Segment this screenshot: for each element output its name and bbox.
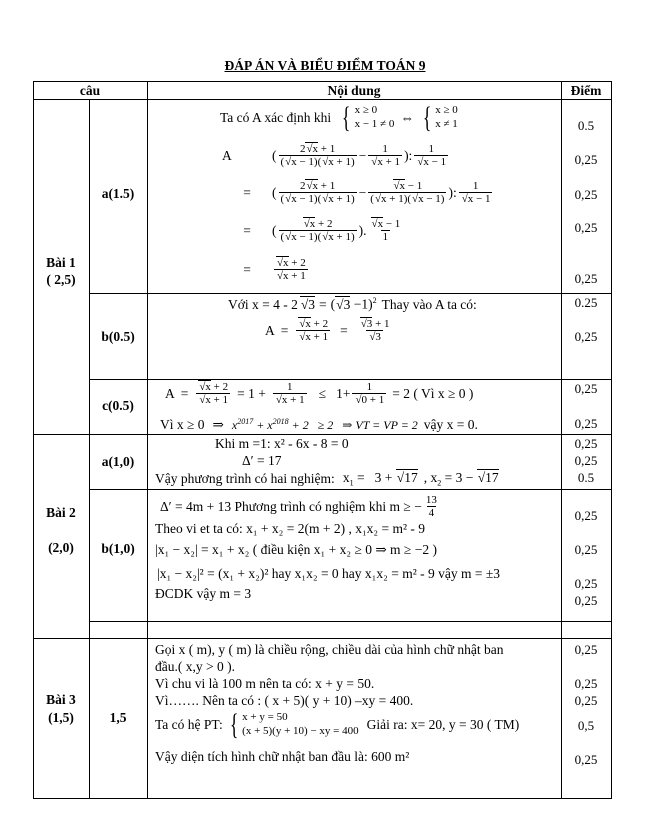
bai2a-point-2: 0,25: [574, 453, 598, 468]
bai3-line4: Vì……. Nên ta có : ( x + 5)( y + 10) –xy = 400.: [155, 693, 414, 708]
bai2a-line1: Khi m =1: x² - 6x - 8 = 0: [215, 436, 349, 451]
bai1c-line1: A = $\frac{√x + 2}{√x + 1}$ = 1 + $\frac{1}{√x + 1}$ ≤ 1+ $\frac{1}{√0 + 1}$ = 2 ( Vì x ≥ 0 ): [165, 381, 474, 407]
bai1-label: Bài 1: [46, 255, 76, 270]
bai1a-result: = $\frac{√x + 2}{√x + 1}$: [243, 257, 306, 283]
bai3-line2: đầu.( x,y > 0 ).: [155, 659, 235, 674]
header-cau: câu: [79, 83, 101, 98]
bai2a-line3: Vậy phương trình có hai nghiệm: $x_1 = 3 + √17$ , $x_2 = 3 - √17$: [155, 470, 499, 488]
bai2b-line1: Δ′ = 4m + 13 Phương trình có nghiệm khi m ≥ − $\frac{13}{4}$: [160, 494, 437, 520]
bai3-sub-score: 1,5: [109, 710, 127, 725]
bai1a-point-3: 0,25: [574, 187, 598, 202]
bai3-point-4: 0,5: [577, 718, 595, 733]
bai2b-line4: |x₁ − x₂|² = (x₁ + x₂)² hay x₁x₂ = 0 hay x₁x₂ = m² - 9 vậy m = ±3: [157, 566, 501, 581]
bai3-line5: Ta có hệ PT: { x + y = 50 (x + 5)(y + 10) − xy = 400 Giải ra: x= 20, y = 30 ( TM): [155, 708, 520, 741]
bai1a-point-5: 0,25: [574, 271, 598, 286]
bai1-score: ( 2,5): [46, 272, 76, 287]
bai1c-label: c(0.5): [102, 398, 134, 413]
bai1a-point-1: 0.5: [577, 118, 595, 133]
bai3-point-3: 0,25: [574, 693, 598, 708]
bai1a-step1: A ( $\frac{2√x + 1}{(√x - 1)(√x + 1)}$ − $\frac{1}{√x + 1}$ ): $\frac{1}{√x - 1}$: [222, 143, 447, 169]
bai3-line1: Gọi x ( m), y ( m) là chiều rộng, chiều dài của hình chữ nhật ban: [155, 642, 504, 657]
bai1a-label: a(1.5): [101, 186, 135, 201]
bai1c-point-1: 0,25: [574, 381, 598, 396]
bai2b-line5: ĐCDK vậy m = 3: [155, 586, 252, 601]
bai2-score: (2,0): [48, 540, 74, 555]
bai2a-point-3: 0.5: [577, 470, 595, 485]
bai2b-label: b(1,0): [101, 541, 135, 556]
bai1a-domain-line: Ta có A xác định khi { x ≥ 0 x − 1 ≠ 0 ⇔ { x ≥ 0 x ≠ 1: [220, 101, 458, 134]
page-title: ĐÁP ÁN VÀ BIỂU ĐIỂM TOÁN 9: [224, 58, 426, 73]
header-diem: Điểm: [570, 83, 602, 98]
bai3-line6: Vậy diện tích hình chữ nhật ban đầu là: 600 m²: [155, 749, 410, 764]
bai2b-line3: |x₁ − x₂| = x₁ + x₂ ( điều kiện x₁ + x₂ ≥ 0 ⇒ m ≥ −2 ): [155, 542, 437, 557]
header-noi-dung: Nội dung: [327, 83, 381, 98]
bai3-point-2: 0,25: [574, 676, 598, 691]
bai1b-point-1: 0.25: [574, 295, 598, 310]
bai3-point-1: 0,25: [574, 642, 598, 657]
bai1b-label: b(0.5): [101, 329, 135, 344]
bai2b-line2: Theo vi et ta có: x₁ + x₂ = 2(m + 2) , x₁x₂ = m² - 9: [155, 521, 426, 536]
bai2a-line2: Δ′ = 17: [242, 453, 282, 468]
bai1a-step2: = ( $\frac{2√x + 1}{(√x - 1)(√x + 1)}$ − $\frac{√x - 1}{(√x + 1)(√x - 1)}$ ): $\frac{1}{√x - 1}$: [243, 180, 491, 206]
bai3-point-5: 0,25: [574, 752, 598, 767]
bai1b-point-2: 0,25: [574, 329, 598, 344]
bai2b-point-4: 0,25: [574, 593, 598, 608]
bai2b-point-3: 0,25: [574, 576, 598, 591]
bai2b-point-1: 0,25: [574, 508, 598, 523]
bai2a-label: a(1,0): [101, 454, 135, 469]
bai1c-line2: Vì x ≥ 0 ⇒ $x^{2017} + x^{2018} + 2 \ge 2$ ⇒ VT = VP = 2 vậy x = 0.: [160, 417, 478, 433]
bai2a-point-1: 0,25: [574, 436, 598, 451]
bai1b-line2: A = $\frac{√x + 2}{√x + 1}$ = $\frac{√3 + 1}{√3}$: [265, 318, 390, 344]
bai2b-point-2: 0,25: [574, 542, 598, 557]
bai1a-point-2: 0,25: [574, 152, 598, 167]
bai1c-point-2: 0,25: [574, 416, 598, 431]
bai3-label: Bài 3: [46, 692, 76, 707]
bai3-score: (1,5): [48, 710, 74, 725]
bai1a-point-4: 0,25: [574, 220, 598, 235]
bai1a-step3: = ( $\frac{√x + 2}{(√x - 1)(√x + 1)}$ ). $\frac{√x - 1}{1}$: [243, 218, 401, 244]
bai1b-line1: Với x = 4 - 2 √3 = $(√3 -1)^2$ Thay vào A ta có:: [228, 296, 477, 312]
bai3-line3: Vì chu vi là 100 m nên ta có: x + y = 50.: [155, 676, 375, 691]
bai2-label: Bài 2: [46, 505, 76, 520]
